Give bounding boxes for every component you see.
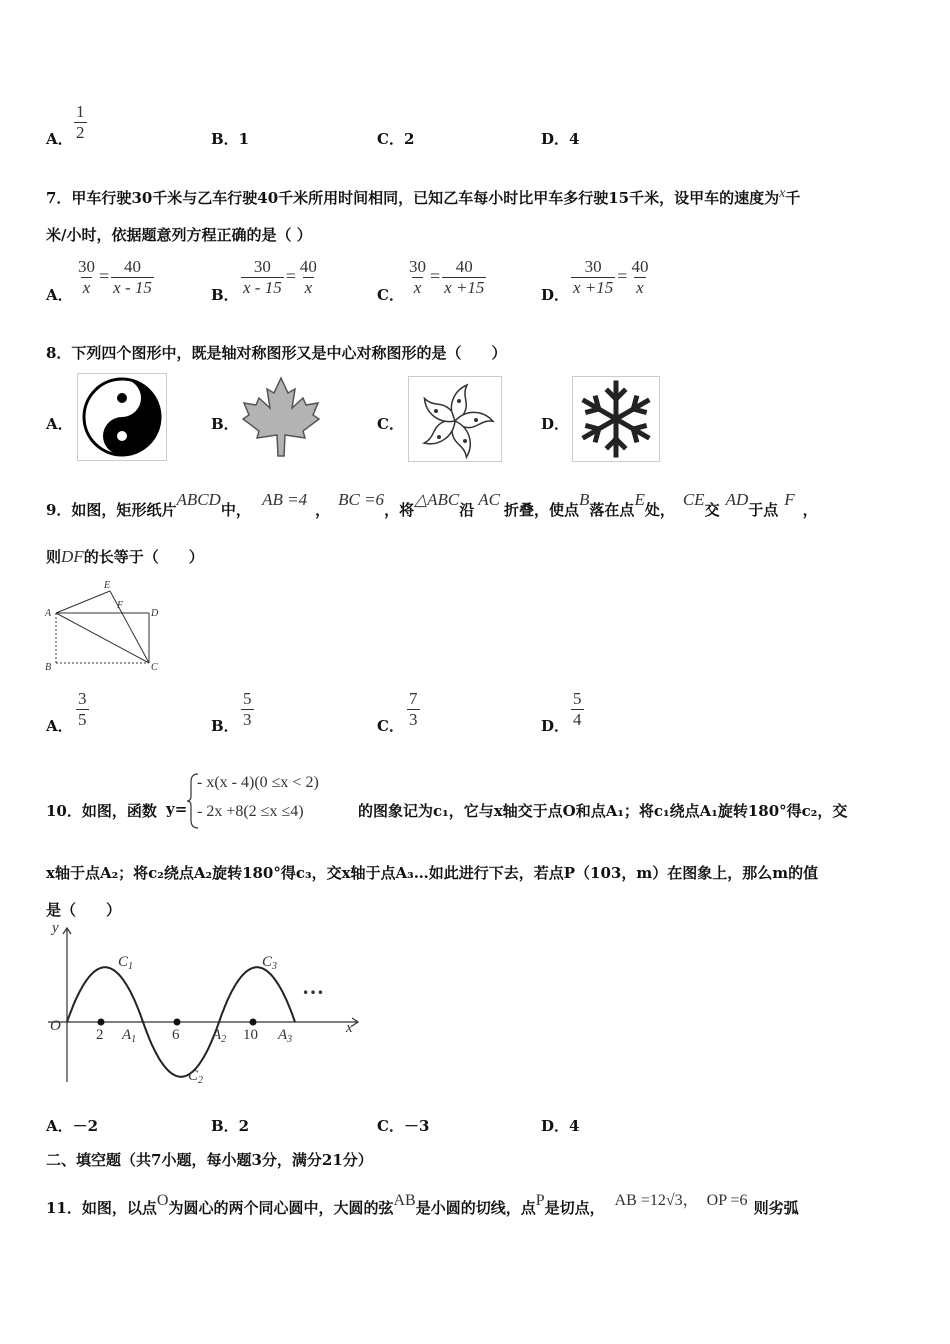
tick-10: 10 xyxy=(243,1027,258,1043)
continuation-dots: … xyxy=(302,974,324,999)
q8-option-d-label: D． xyxy=(541,415,570,433)
denominator: x - 15 xyxy=(243,278,282,297)
snowflake-icon xyxy=(573,377,659,461)
numerator: 40 xyxy=(124,257,142,276)
q9-text-1: 9．如图，矩形纸片 xyxy=(46,501,177,519)
numerator: 40 xyxy=(455,257,473,276)
q7-option-label: D． xyxy=(541,286,570,304)
q9-math-triangle: △ABC xyxy=(414,490,460,509)
q7-var: x xyxy=(779,186,786,201)
numerator: 5 xyxy=(573,689,582,708)
point-10 xyxy=(250,1019,257,1026)
piecewise-case-1: - x(x - 4)(0 ≤x < 2) xyxy=(197,774,319,791)
q6-option-c: C．2 xyxy=(377,130,415,148)
q9-math-ac: AC xyxy=(478,490,501,509)
q9-text-2: 中， xyxy=(220,501,251,519)
q6-a-denominator: 2 xyxy=(76,123,85,142)
q6-option-a-fraction xyxy=(74,102,87,143)
bauhinia-figure xyxy=(408,376,502,462)
q7-stem-text: 7．甲车行驶30千米与乙车行驶40千米所用时间相同，已知乙车每小时比甲车多行驶15千米，设甲车的速度为 xyxy=(46,189,780,207)
q7-equals-sign: = xyxy=(430,266,441,286)
q8-stem: 8．下列四个图形中，既是轴对称图形又是中心对称图形的是（ ） xyxy=(46,344,507,362)
q7-option-right-fraction xyxy=(442,257,486,298)
q6-option-a-label: A． xyxy=(46,130,73,148)
q10-stem-line1: 的图象记为c₁，它与x轴交于点O和点A₁；将c₁绕点A₁旋转180°得c₂，交 xyxy=(358,802,848,820)
q7-option-left-fraction xyxy=(241,257,284,298)
q7-option-label: A． xyxy=(46,286,73,304)
q9-text-5: 沿 xyxy=(459,501,475,519)
q11-text-5: 则劣弧 xyxy=(753,1199,799,1217)
q9-text-11: ， xyxy=(802,501,818,519)
yin-yang-icon xyxy=(78,374,166,460)
label-c1: $C_1$ xyxy=(118,954,134,972)
denominator: x xyxy=(304,278,313,297)
numerator: 3 xyxy=(78,689,87,708)
label-a3: $A_3$ xyxy=(278,1027,293,1045)
label-a: A xyxy=(45,608,52,619)
numerator: 30 xyxy=(253,257,271,276)
label-c: C xyxy=(151,662,158,673)
section-heading-fill-in: 二、填空题（共7小题，每小题3分，满分21分） xyxy=(46,1151,373,1169)
numerator: 5 xyxy=(243,689,252,708)
q7-stem-line1 xyxy=(46,186,800,208)
snowflake-figure xyxy=(572,376,660,462)
q11-math-o: O xyxy=(156,1192,169,1209)
q10-option-a: A．－2 xyxy=(46,1117,99,1135)
q7-stem-line2: 米/小时，依据题意列方程正确的是（ ） xyxy=(46,226,312,244)
tick-6: 6 xyxy=(172,1027,180,1043)
q9-math-ab: AB =4 xyxy=(262,490,308,509)
denominator: 4 xyxy=(573,710,582,729)
q10-y-equals: y= xyxy=(166,800,188,818)
q11-text-4: 是切点， xyxy=(544,1199,605,1217)
numerator: 30 xyxy=(584,257,602,276)
numerator: 7 xyxy=(409,689,418,708)
q9-math-ad: AD xyxy=(725,490,749,509)
label-y: y xyxy=(52,922,59,936)
q9-line2-b: 的长等于（ ） xyxy=(83,548,204,566)
edge-ae xyxy=(56,591,110,613)
q6-option-d: D．4 xyxy=(541,130,580,148)
q7-equals-sign: = xyxy=(99,266,110,286)
q9-option-label: B． xyxy=(211,717,239,735)
q9-text-9: 交 xyxy=(704,501,720,519)
numerator: 40 xyxy=(631,257,649,276)
q7-option-left-fraction xyxy=(571,257,615,298)
label-e: E xyxy=(104,580,111,591)
q9-stem-line1 xyxy=(46,490,818,520)
q11-text-3: 是小圆的切线，点 xyxy=(415,1199,536,1217)
tick-2: 2 xyxy=(96,1027,104,1043)
q9-math-e: E xyxy=(634,490,645,509)
maple-leaf-icon xyxy=(239,376,323,458)
q9-text-10: 于点 xyxy=(748,501,779,519)
yin-yang-figure xyxy=(77,373,167,461)
label-x: x xyxy=(346,1020,353,1036)
q9-rectangle-figure xyxy=(40,576,170,676)
q10-stem-line3: 是（ ） xyxy=(46,901,122,919)
q11-math-ab-value: AB =12√3， xyxy=(614,1192,699,1209)
label-origin: O xyxy=(50,1018,61,1034)
denominator: x +15 xyxy=(444,278,485,297)
q7-option-right-fraction xyxy=(111,257,154,298)
denominator: x - 15 xyxy=(113,278,152,297)
q9-math-abcd: ABCD xyxy=(176,490,221,509)
q10-stem-line2: x轴于点A₂；将c₂绕点A₂旋转180°得c₃，交x轴于点A₃…如此进行下去，若点P（103，m）在图象上，那么m的值 xyxy=(46,864,819,882)
q7-option-label: B． xyxy=(211,286,239,304)
label-a2: $A_2$ xyxy=(212,1027,227,1045)
q7-option-label: C． xyxy=(377,286,404,304)
q10-option-c: C．－3 xyxy=(377,1117,430,1135)
label-f: F xyxy=(117,600,124,611)
q10-function-graph xyxy=(40,922,370,1090)
q9-math-f: F xyxy=(784,490,795,509)
q7-option-left-fraction xyxy=(76,257,97,298)
label-d: D xyxy=(151,608,159,619)
maple-leaf-figure xyxy=(239,376,323,458)
denominator: 3 xyxy=(409,710,418,729)
q7-equals-sign: = xyxy=(617,266,628,286)
bauhinia-flower-icon xyxy=(409,377,501,461)
q8-option-b-label: B． xyxy=(211,415,239,433)
numerator: 40 xyxy=(299,257,317,276)
q7-stem-text-end: 千 xyxy=(785,189,801,207)
q7-equals-sign: = xyxy=(285,266,296,286)
q6-option-b: B．1 xyxy=(211,130,250,148)
q9-option-fraction xyxy=(571,689,584,730)
q10-stem-intro: 10．如图，函数 xyxy=(46,802,157,820)
q11-math-ab: AB xyxy=(393,1192,416,1209)
denominator: x xyxy=(82,278,91,297)
q9-text-6: 折叠，使点 xyxy=(504,501,580,519)
q9-text-7: 落在点 xyxy=(589,501,635,519)
q8-option-a-label: A． xyxy=(46,415,73,433)
denominator: 3 xyxy=(243,710,252,729)
q9-math-df: DF xyxy=(61,547,84,566)
q9-stem-line2 xyxy=(46,546,204,567)
point-6 xyxy=(174,1019,181,1026)
numerator: 30 xyxy=(78,257,95,276)
q9-text-3: ， xyxy=(315,501,331,519)
q9-math-ce: CE xyxy=(682,490,705,509)
denominator: x +15 xyxy=(573,278,614,297)
q9-option-fraction xyxy=(76,689,89,730)
label-b: B xyxy=(45,662,52,673)
q9-option-fraction xyxy=(407,689,420,730)
q11-math-p: P xyxy=(535,1192,545,1209)
label-c3: $C_3$ xyxy=(262,954,278,972)
label-a1: $A_1$ xyxy=(122,1027,137,1045)
q9-option-label: C． xyxy=(377,717,404,735)
q9-text-4: ，将 xyxy=(384,501,415,519)
q10-option-d: D．4 xyxy=(541,1117,580,1135)
q11-math-op-value: OP =6 xyxy=(706,1192,748,1209)
q6-a-numerator: 1 xyxy=(76,102,85,121)
q10-option-b: B．2 xyxy=(211,1117,250,1135)
denominator: x xyxy=(413,278,422,297)
q7-option-right-fraction xyxy=(629,257,650,298)
q7-option-left-fraction xyxy=(407,257,428,298)
q9-option-label: A． xyxy=(46,717,73,735)
numerator: 30 xyxy=(409,257,426,276)
q9-math-b: B xyxy=(579,490,590,509)
q9-text-8: 处， xyxy=(644,501,675,519)
denominator: x xyxy=(636,278,644,297)
q11-stem xyxy=(46,1187,799,1218)
piecewise-case-2: - 2x +8(2 ≤x ≤4) xyxy=(197,803,304,820)
q9-option-label: D． xyxy=(541,717,570,735)
q9-math-bc: BC =6 xyxy=(338,490,385,509)
point-2 xyxy=(98,1019,105,1026)
q9-option-fraction xyxy=(241,689,254,730)
q7-option-right-fraction xyxy=(298,257,319,298)
q11-text-2: 为圆心的两个同心圆中，大圆的弦 xyxy=(168,1199,394,1217)
q11-text-1: 11．如图，以点 xyxy=(46,1199,157,1217)
q9-line2-a: 则 xyxy=(46,548,62,566)
denominator: 5 xyxy=(78,710,87,729)
q8-option-c-label: C． xyxy=(377,415,404,433)
label-c2: $C_2$ xyxy=(188,1068,204,1086)
